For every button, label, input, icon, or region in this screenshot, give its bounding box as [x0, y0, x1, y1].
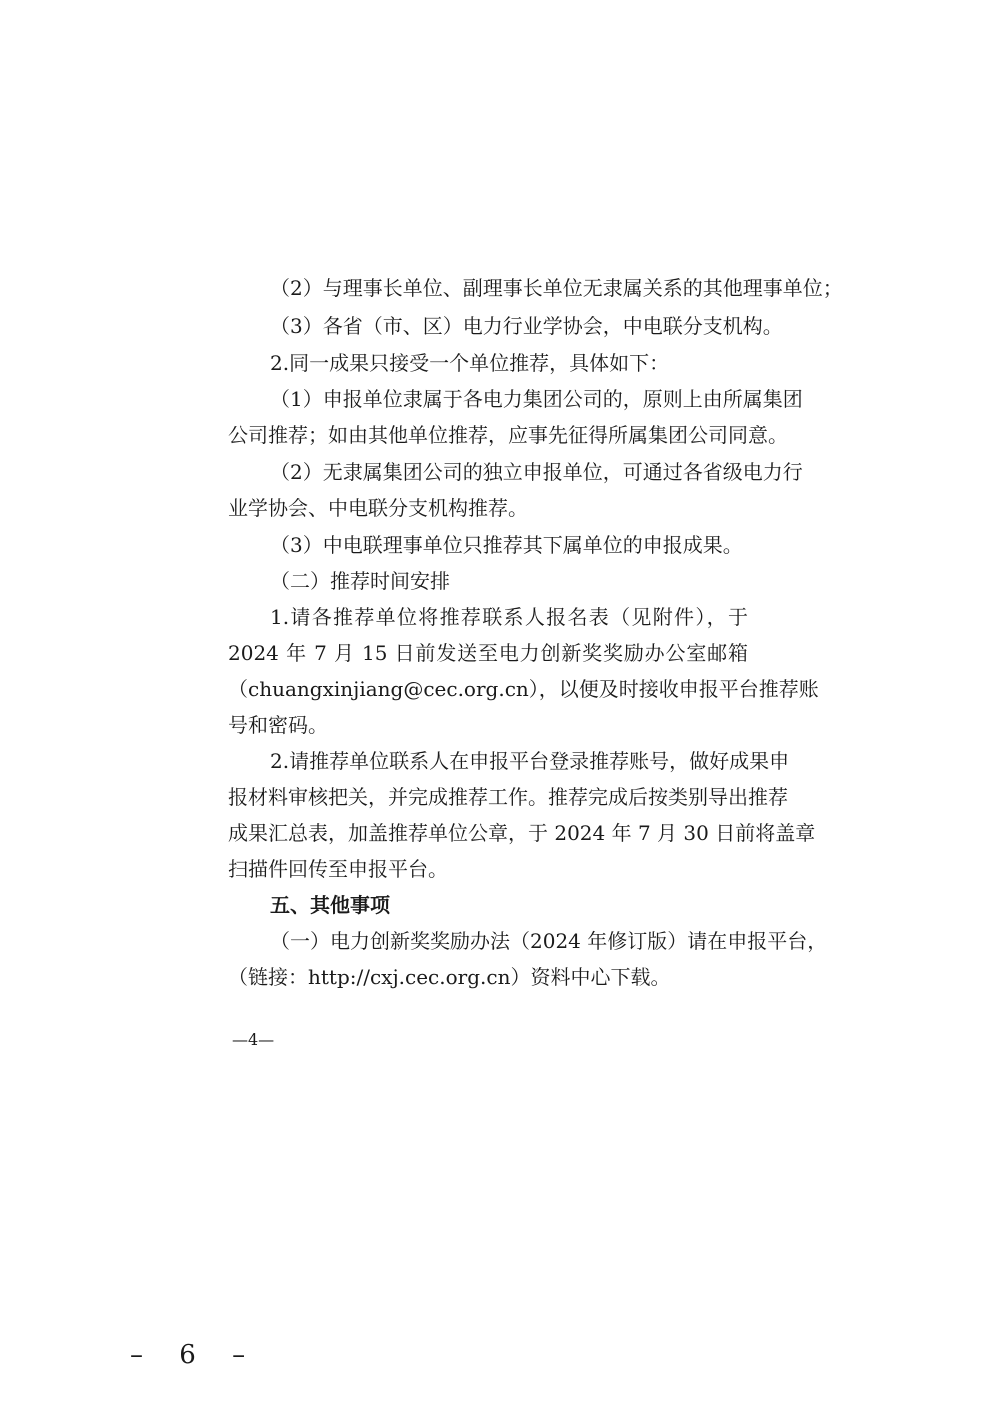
paragraph-line: 2.同一成果只接受一个单位推荐，具体如下：: [270, 351, 670, 375]
paragraph-line: （chuangxinjiang@cec.org.cn），以便及时接收申报平台推荐账: [228, 677, 819, 701]
paragraph-line: 2024 年 7 月 15 日前发送至电力创新奖奖励办公室邮箱: [228, 641, 748, 665]
paragraph-line: 业学协会、中电联分支机构推荐。: [228, 496, 528, 520]
paragraph-line: 成果汇总表，加盖推荐单位公章，于 2024 年 7 月 30 日前将盖章: [228, 821, 816, 845]
paragraph-line: （链接：http://cxj.cec.org.cn）资料中心下载。: [228, 965, 671, 989]
paragraph-line: （一）电力创新奖奖励办法（2024 年修订版）请在申报平台，: [270, 929, 828, 953]
outer-page-number: – 6 –: [130, 1340, 260, 1370]
paragraph-line: （1）申报单位隶属于各电力集团公司的，原则上由所属集团: [270, 387, 803, 411]
paragraph-line: （3）各省（市、区）电力行业学协会，中电联分支机构。: [270, 314, 783, 338]
paragraph-line: 扫描件回传至申报平台。: [228, 857, 448, 881]
paragraph-line: 1.请各推荐单位将推荐联系人报名表（见附件），于: [270, 605, 748, 629]
section-subheading: （二）推荐时间安排: [270, 569, 450, 593]
paragraph-line: （2）与理事长单位、副理事长单位无隶属关系的其他理事单位；: [270, 276, 843, 300]
paragraph-line: （3）中电联理事单位只推荐其下属单位的申报成果。: [270, 533, 743, 557]
paragraph-line: 号和密码。: [228, 713, 328, 737]
inner-page-number: —4—: [232, 1030, 275, 1049]
section-heading: 五、其他事项: [270, 893, 390, 917]
paragraph-line: （2）无隶属集团公司的独立申报单位，可通过各省级电力行: [270, 460, 803, 484]
paragraph-line: 公司推荐；如由其他单位推荐，应事先征得所属集团公司同意。: [228, 423, 788, 447]
paragraph-line: 2.请推荐单位联系人在申报平台登录推荐账号，做好成果申: [270, 749, 790, 773]
paragraph-line: 报材料审核把关，并完成推荐工作。推荐完成后按类别导出推荐: [228, 785, 788, 809]
